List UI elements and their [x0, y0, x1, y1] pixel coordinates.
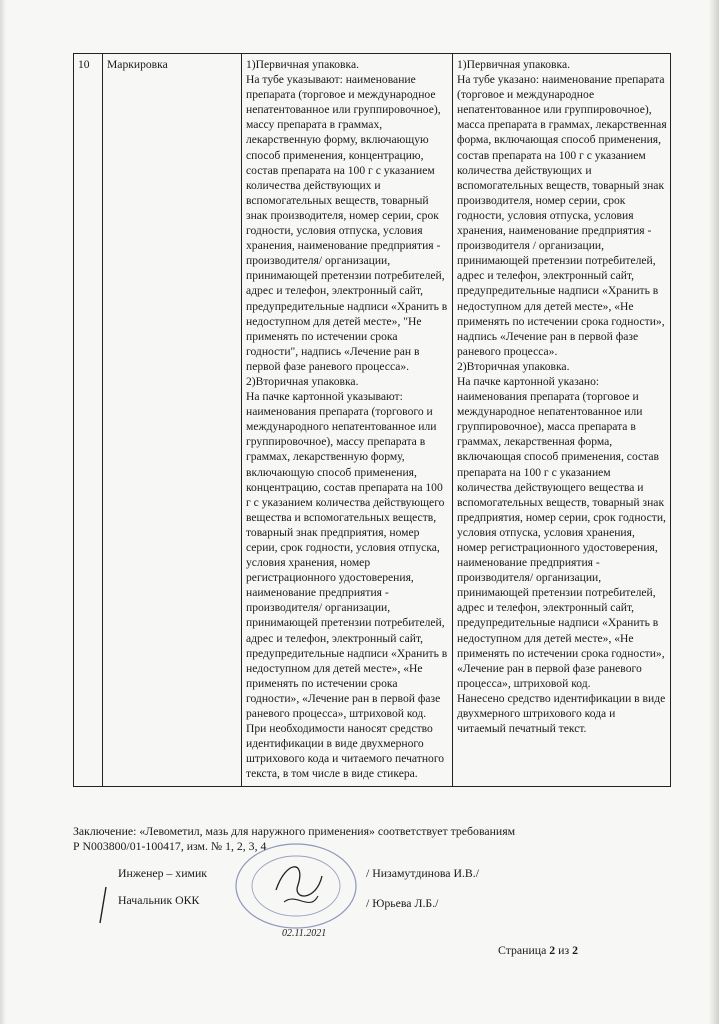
page-of: из [558, 943, 570, 957]
conclusion-line-1: Заключение: «Левометил, мазь для наружного применения» соответствует требованиям [73, 824, 516, 838]
head-name: / Юрьева Л.Б./ [366, 896, 439, 910]
row-number-cell [74, 54, 103, 787]
marking-table [73, 53, 671, 787]
official-stamp [226, 840, 366, 940]
handwritten-mark-icon [96, 885, 110, 925]
head-role: Начальник ОКК [118, 893, 200, 907]
requirement-cell [242, 54, 453, 787]
requirement-text: 1)Первичная упаковка. На тубе указывают: наименование препарата (торговое и международное непатентованное или группировочное), массу препарата в граммах, лекарственную форму, включающую способ применения, концентрацию, состав препарата на 100 г с указанием количества действующих и вспомогательных веществ, товарный знак производителя, номер серии, срок годности, условия отпуска, условия хранения, наименование предприятия - производителя/ организации, принимающей претензии потребителей, адрес и телефон, электронный сайт, предупредительные надписи «Хранить в недоступном для детей месте», "Не применять по истечении срока годности", надпись «Лечение ран в первой фазе раневого процесса». 2)Вторичная упаковка. На пачке картонной указывают: наименования препарата (торгового и международного непатентованное или группировочное), массу препарата в граммах, лекарственную форму, включающую способ применения, концентрацию, состав препарата на 100 г с указанием количества действующего вещества и вспомогательных веществ, товарный знак предприятия, номер серии, срок годности, условия отпуска, условия хранения, номер регистрационного удостоверения, наименование предприятия - производителя/ организации, принимающей претензии потребителей, адрес и телефон, электронный сайт, предупредительные надписи «Хранить в недоступном для детей месте», «Не применять по истечении срока годности», «Лечение ран в первой фазе раневого процесса», штриховой код. При необходимости наносят средство идентификации в виде двухмерного штрихового кода и читаемого печатного текста, в том числе в виде стикера. [246, 58, 448, 781]
scan-edge-right [709, 0, 719, 1024]
scan-edge-left [0, 0, 6, 1024]
page-number [498, 943, 578, 958]
page-label: Страница [498, 943, 547, 957]
conclusion-line-2: Р N003800/01-100417, изм. № 1, 2, 3, 4 [73, 839, 267, 853]
actual-result-text: 1)Первичная упаковка. На тубе указано: наименование препарата (торговое и международное непатентованное или группировочное), масса препарата в граммах, лекарственная форма, включающая способ применения, состав препарата на 100 г с указанием количества действующих и вспомогательных веществ, товарный знак производителя, номер серии, срок годности, условия отпуска, условия хранения, наименование предприятия - производителя / организации, принимающей претензии потребителей, адрес и телефон, электронный сайт, предупредительные надписи «Хранить в недоступном для детей месте», «Не применять по истечении срока годности», надпись «Лечение ран в первой фазе раневого процесса». 2)Вторичная упаковка. На пачке картонной указано: наименования препарата (торговое и международное непатентованное или группировочное), масса препарата в граммах, лекарственная форма, включающая способ применения, состав препарата на 100 г с указанием количества действующего вещества и вспомогательных веществ, товарный знак предприятия, номер серии, срок годности, условия отпуска, условия хранения, номер регистрационного удостоверения, наименование предприятия - производителя/ организации, принимающей претензии потребителей, адрес и телефон, электронный сайт, предупредительные надписи «Хранить в недоступном для детей месте», «Не применять по истечении срока годности», «Лечение ран в первой фазе раневого процесса», штриховой код. Нанесено средство идентификации в виде двухмерного штрихового кода и читаемый печатный текст. [457, 58, 667, 736]
engineer-role: Инженер – химик [118, 866, 208, 880]
table-row [74, 54, 671, 787]
indicator-name-cell [103, 54, 242, 787]
row-number: 10 [78, 58, 90, 71]
stamp-date: 02.11.2021 [282, 928, 327, 939]
page-current: 2 [549, 943, 556, 957]
engineer-name: / Низамутдинова И.В./ [366, 866, 480, 880]
actual-result-cell [453, 54, 671, 787]
conclusion [73, 824, 683, 854]
indicator-name: Маркировка [107, 58, 168, 71]
page-total: 2 [572, 943, 578, 957]
